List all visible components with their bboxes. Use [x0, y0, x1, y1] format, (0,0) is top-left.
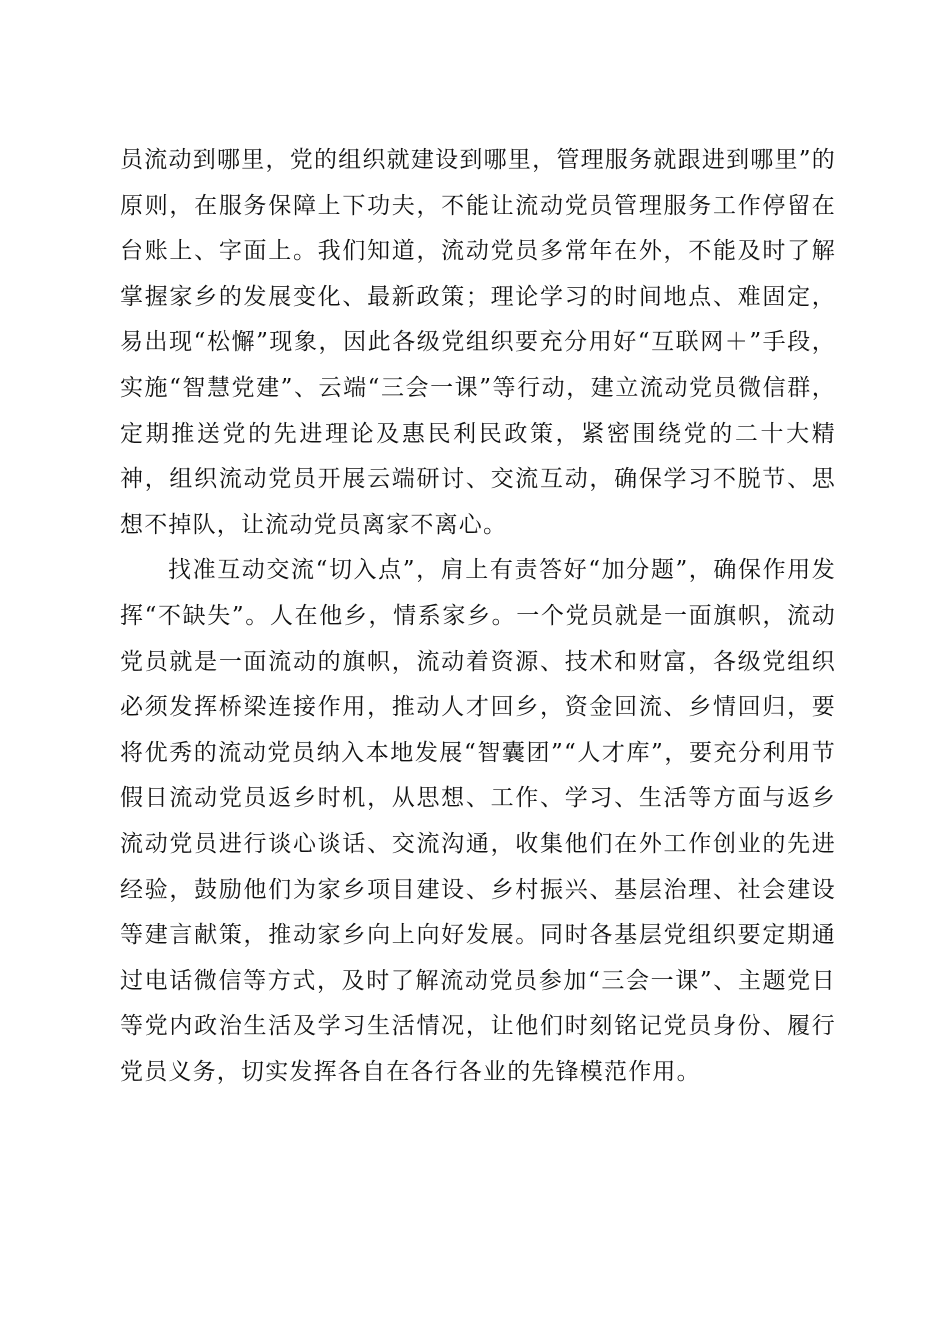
paragraph-interaction: 找准互动交流“切入点”，肩上有责答好“加分题”，确保作用发挥“不缺失”。人在他乡，情系家乡。一个党员就是一面旗帜，流动党员就是一面流动的旗帜，流动着资源、技术和财富，各级党组织必须发挥桥梁连接作用，推动人才回乡，资金回流、乡情回归，要将优秀的流动党员纳入本地发展“智囊团”“人才库”，要充分利用节假日流动党员返乡时机，从思想、工作、学习、生活等方面与返乡流动党员进行谈心谈话、交流沟通，收集他们在外工作创业的先进经验，鼓励他们为家乡项目建设、乡村振兴、基层治理、社会建设等建言献策，推动家乡向上向好发展。同时各基层党组织要定期通过电话微信等方式，及时了解流动党员参加“三会一课”、主题党日等党内政治生活及学习生活情况，让他们时刻铭记党员身份、履行党员义务，切实发挥各自在各行各业的先锋模范作用。	[120, 557, 836, 1085]
document-body	[120, 138, 836, 1095]
paragraph-continued: 员流动到哪里，党的组织就建设到哪里，管理服务就跟进到哪里”的原则，在服务保障上下功夫，不能让流动党员管理服务工作停留在台账上、字面上。我们知道，流动党员多常年在外，不能及时了解掌握家乡的发展变化、最新政策；理论学习的时间地点、难固定，易出现“松懈”现象，因此各级党组织要充分用好“互联网＋”手段，实施“智慧党建”、云端“三会一课”等行动，建立流动党员微信群，定期推送党的先进理论及惠民利民政策，紧密围绕党的二十大精神，组织流动党员开展云端研讨、交流互动，确保学习不脱节、思想不掉队，让流动党员离家不离心。	[120, 147, 836, 538]
